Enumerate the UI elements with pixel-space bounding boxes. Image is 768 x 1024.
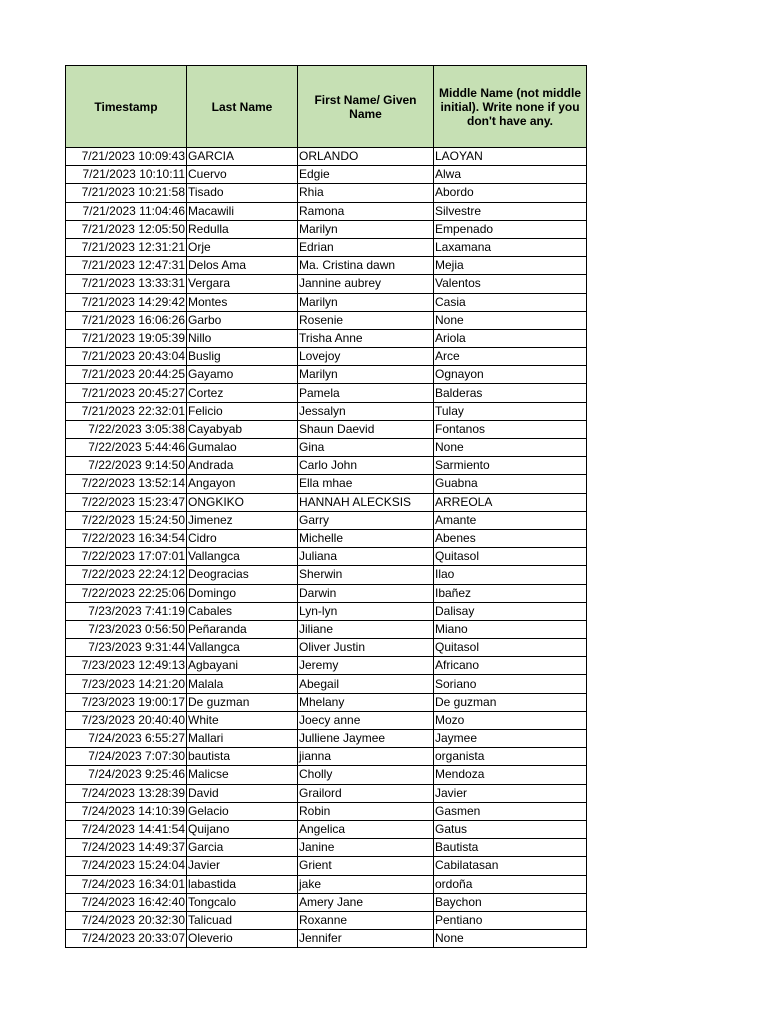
cell-first-name: Lyn-lyn xyxy=(298,602,434,620)
responses-table xyxy=(65,65,587,948)
table-row xyxy=(66,329,587,347)
cell-last-name: Cidro xyxy=(187,529,298,547)
cell-first-name: Pamela xyxy=(298,384,434,402)
cell-timestamp: 7/22/2023 3:05:38 xyxy=(66,420,187,438)
cell-timestamp: 7/22/2023 15:23:47 xyxy=(66,493,187,511)
cell-timestamp: 7/21/2023 19:05:39 xyxy=(66,329,187,347)
table-row xyxy=(66,148,587,166)
header-last-name: Last Name xyxy=(187,66,298,148)
cell-middle-name: Tulay xyxy=(434,402,587,420)
cell-middle-name: Pentiano xyxy=(434,911,587,929)
table-row xyxy=(66,348,587,366)
cell-timestamp: 7/22/2023 13:52:14 xyxy=(66,475,187,493)
cell-middle-name: Africano xyxy=(434,657,587,675)
cell-last-name: Cayabyab xyxy=(187,420,298,438)
cell-timestamp: 7/21/2023 22:32:01 xyxy=(66,402,187,420)
cell-middle-name: None xyxy=(434,311,587,329)
cell-middle-name: Fontanos xyxy=(434,420,587,438)
table-row xyxy=(66,511,587,529)
cell-last-name: labastida xyxy=(187,875,298,893)
table-row xyxy=(66,366,587,384)
cell-first-name: Grailord xyxy=(298,784,434,802)
cell-first-name: Ma. Cristina dawn xyxy=(298,257,434,275)
cell-first-name: Jeremy xyxy=(298,657,434,675)
cell-last-name: Vallangca xyxy=(187,639,298,657)
cell-middle-name: ARREOLA xyxy=(434,493,587,511)
table-row xyxy=(66,730,587,748)
table-row xyxy=(66,493,587,511)
table-row xyxy=(66,529,587,547)
cell-timestamp: 7/24/2023 14:41:54 xyxy=(66,820,187,838)
table-row xyxy=(66,893,587,911)
cell-first-name: Shaun Daevid xyxy=(298,420,434,438)
cell-last-name: Orje xyxy=(187,238,298,256)
cell-timestamp: 7/24/2023 16:42:40 xyxy=(66,893,187,911)
table-row xyxy=(66,402,587,420)
table-row xyxy=(66,766,587,784)
cell-timestamp: 7/21/2023 10:10:11 xyxy=(66,166,187,184)
cell-first-name: HANNAH ALECKSIS xyxy=(298,493,434,511)
table-row xyxy=(66,257,587,275)
cell-last-name: Cuervo xyxy=(187,166,298,184)
table-row xyxy=(66,675,587,693)
cell-first-name: Rosenie xyxy=(298,311,434,329)
table-row xyxy=(66,584,587,602)
cell-timestamp: 7/21/2023 13:33:31 xyxy=(66,275,187,293)
cell-last-name: Tisado xyxy=(187,184,298,202)
cell-timestamp: 7/21/2023 10:21:58 xyxy=(66,184,187,202)
cell-last-name: Garbo xyxy=(187,311,298,329)
header-first-name: First Name/ Given Name xyxy=(298,66,434,148)
cell-last-name: Vallangca xyxy=(187,548,298,566)
cell-timestamp: 7/24/2023 9:25:46 xyxy=(66,766,187,784)
cell-first-name: Grient xyxy=(298,857,434,875)
cell-first-name: Angelica xyxy=(298,820,434,838)
cell-middle-name: Jaymee xyxy=(434,730,587,748)
cell-middle-name: Quitasol xyxy=(434,639,587,657)
table-row xyxy=(66,693,587,711)
cell-timestamp: 7/22/2023 5:44:46 xyxy=(66,439,187,457)
table-row xyxy=(66,420,587,438)
table-row xyxy=(66,275,587,293)
table-row xyxy=(66,711,587,729)
cell-last-name: Felicio xyxy=(187,402,298,420)
table-row xyxy=(66,802,587,820)
cell-first-name: Garry xyxy=(298,511,434,529)
cell-first-name: Michelle xyxy=(298,529,434,547)
cell-first-name: Trisha Anne xyxy=(298,329,434,347)
cell-timestamp: 7/21/2023 12:31:21 xyxy=(66,238,187,256)
cell-middle-name: Silvestre xyxy=(434,202,587,220)
cell-middle-name: Bautista xyxy=(434,839,587,857)
table-row xyxy=(66,475,587,493)
cell-last-name: Montes xyxy=(187,293,298,311)
cell-timestamp: 7/21/2023 20:43:04 xyxy=(66,348,187,366)
table-row xyxy=(66,911,587,929)
cell-first-name: Robin xyxy=(298,802,434,820)
table-row xyxy=(66,202,587,220)
table-row xyxy=(66,220,587,238)
cell-middle-name: Mejia xyxy=(434,257,587,275)
cell-last-name: Deogracias xyxy=(187,566,298,584)
cell-middle-name: None xyxy=(434,439,587,457)
cell-middle-name: Cabilatasan xyxy=(434,857,587,875)
cell-last-name: Tongcalo xyxy=(187,893,298,911)
cell-middle-name: Baychon xyxy=(434,893,587,911)
cell-middle-name: Laxamana xyxy=(434,238,587,256)
cell-last-name: Gumalao xyxy=(187,439,298,457)
cell-timestamp: 7/22/2023 15:24:50 xyxy=(66,511,187,529)
cell-timestamp: 7/21/2023 16:06:26 xyxy=(66,311,187,329)
cell-middle-name: Javier xyxy=(434,784,587,802)
cell-last-name: GARCIA xyxy=(187,148,298,166)
cell-first-name: Juliana xyxy=(298,548,434,566)
cell-middle-name: Empenado xyxy=(434,220,587,238)
cell-timestamp: 7/21/2023 11:04:46 xyxy=(66,202,187,220)
table-row xyxy=(66,384,587,402)
cell-timestamp: 7/24/2023 20:33:07 xyxy=(66,930,187,948)
cell-first-name: Oliver Justin xyxy=(298,639,434,657)
cell-first-name: Sherwin xyxy=(298,566,434,584)
table-body xyxy=(66,148,587,948)
cell-timestamp: 7/24/2023 14:49:37 xyxy=(66,839,187,857)
cell-first-name: Abegail xyxy=(298,675,434,693)
cell-last-name: Cortez xyxy=(187,384,298,402)
cell-first-name: Joecy anne xyxy=(298,711,434,729)
cell-timestamp: 7/22/2023 16:34:54 xyxy=(66,529,187,547)
cell-timestamp: 7/21/2023 20:44:25 xyxy=(66,366,187,384)
cell-timestamp: 7/23/2023 14:21:20 xyxy=(66,675,187,693)
cell-timestamp: 7/24/2023 14:10:39 xyxy=(66,802,187,820)
table-row xyxy=(66,238,587,256)
cell-timestamp: 7/24/2023 6:55:27 xyxy=(66,730,187,748)
cell-last-name: Andrada xyxy=(187,457,298,475)
cell-first-name: Darwin xyxy=(298,584,434,602)
cell-middle-name: Quitasol xyxy=(434,548,587,566)
cell-middle-name: Ibañez xyxy=(434,584,587,602)
table-row xyxy=(66,839,587,857)
cell-first-name: Jiliane xyxy=(298,620,434,638)
table-row xyxy=(66,875,587,893)
cell-middle-name: Soriano xyxy=(434,675,587,693)
cell-middle-name: Gatus xyxy=(434,820,587,838)
cell-first-name: Carlo John xyxy=(298,457,434,475)
cell-last-name: Gayamo xyxy=(187,366,298,384)
cell-timestamp: 7/23/2023 9:31:44 xyxy=(66,639,187,657)
cell-first-name: Rhia xyxy=(298,184,434,202)
cell-last-name: Peñaranda xyxy=(187,620,298,638)
cell-timestamp: 7/22/2023 17:07:01 xyxy=(66,548,187,566)
cell-middle-name: Abordo xyxy=(434,184,587,202)
cell-first-name: Amery Jane xyxy=(298,893,434,911)
table-row xyxy=(66,602,587,620)
cell-first-name: jianna xyxy=(298,748,434,766)
cell-last-name: Buslig xyxy=(187,348,298,366)
cell-middle-name: Ilao xyxy=(434,566,587,584)
cell-middle-name: Guabna xyxy=(434,475,587,493)
cell-timestamp: 7/23/2023 0:56:50 xyxy=(66,620,187,638)
cell-last-name: Javier xyxy=(187,857,298,875)
table-row xyxy=(66,930,587,948)
cell-last-name: Mallari xyxy=(187,730,298,748)
table-row xyxy=(66,457,587,475)
cell-timestamp: 7/23/2023 19:00:17 xyxy=(66,693,187,711)
cell-first-name: Janine xyxy=(298,839,434,857)
cell-middle-name: Alwa xyxy=(434,166,587,184)
header-row xyxy=(66,66,587,148)
cell-middle-name: Balderas xyxy=(434,384,587,402)
cell-middle-name: Ognayon xyxy=(434,366,587,384)
table-row xyxy=(66,748,587,766)
header-middle-name: Middle Name (not middle initial). Write none if you don't have any. xyxy=(434,66,587,148)
cell-middle-name: organista xyxy=(434,748,587,766)
cell-middle-name: Ariola xyxy=(434,329,587,347)
cell-first-name: Cholly xyxy=(298,766,434,784)
table-row xyxy=(66,820,587,838)
cell-first-name: jake xyxy=(298,875,434,893)
cell-first-name: Marilyn xyxy=(298,366,434,384)
cell-first-name: Marilyn xyxy=(298,220,434,238)
cell-timestamp: 7/21/2023 20:45:27 xyxy=(66,384,187,402)
cell-timestamp: 7/23/2023 7:41:19 xyxy=(66,602,187,620)
cell-first-name: Edgie xyxy=(298,166,434,184)
cell-last-name: De guzman xyxy=(187,693,298,711)
table-row xyxy=(66,548,587,566)
table-row xyxy=(66,620,587,638)
cell-first-name: Julliene Jaymee xyxy=(298,730,434,748)
cell-last-name: ONGKIKO xyxy=(187,493,298,511)
cell-last-name: Cabales xyxy=(187,602,298,620)
cell-middle-name: Mozo xyxy=(434,711,587,729)
cell-last-name: Redulla xyxy=(187,220,298,238)
table-row xyxy=(66,439,587,457)
table-row xyxy=(66,657,587,675)
cell-last-name: Domingo xyxy=(187,584,298,602)
cell-last-name: Agbayani xyxy=(187,657,298,675)
table-row xyxy=(66,784,587,802)
cell-first-name: Jennifer xyxy=(298,930,434,948)
header-timestamp: Timestamp xyxy=(66,66,187,148)
cell-middle-name: Arce xyxy=(434,348,587,366)
cell-last-name: Oleverio xyxy=(187,930,298,948)
cell-first-name: Lovejoy xyxy=(298,348,434,366)
cell-first-name: ORLANDO xyxy=(298,148,434,166)
table-row xyxy=(66,857,587,875)
cell-timestamp: 7/21/2023 12:47:31 xyxy=(66,257,187,275)
cell-timestamp: 7/24/2023 16:34:01 xyxy=(66,875,187,893)
table-row xyxy=(66,566,587,584)
table-row xyxy=(66,311,587,329)
cell-timestamp: 7/23/2023 20:40:40 xyxy=(66,711,187,729)
cell-first-name: Mhelany xyxy=(298,693,434,711)
table-header xyxy=(66,66,587,148)
cell-timestamp: 7/21/2023 10:09:43 xyxy=(66,148,187,166)
cell-timestamp: 7/24/2023 13:28:39 xyxy=(66,784,187,802)
cell-timestamp: 7/24/2023 7:07:30 xyxy=(66,748,187,766)
cell-timestamp: 7/22/2023 9:14:50 xyxy=(66,457,187,475)
cell-middle-name: Abenes xyxy=(434,529,587,547)
cell-timestamp: 7/21/2023 14:29:42 xyxy=(66,293,187,311)
table-row xyxy=(66,639,587,657)
table-row xyxy=(66,293,587,311)
cell-middle-name: Miano xyxy=(434,620,587,638)
cell-last-name: White xyxy=(187,711,298,729)
cell-first-name: Ella mhae xyxy=(298,475,434,493)
cell-middle-name: Mendoza xyxy=(434,766,587,784)
cell-timestamp: 7/23/2023 12:49:13 xyxy=(66,657,187,675)
cell-last-name: Garcia xyxy=(187,839,298,857)
cell-last-name: Jimenez xyxy=(187,511,298,529)
cell-last-name: Malala xyxy=(187,675,298,693)
table-row xyxy=(66,184,587,202)
cell-middle-name: Casia xyxy=(434,293,587,311)
cell-middle-name: Gasmen xyxy=(434,802,587,820)
cell-last-name: Talicuad xyxy=(187,911,298,929)
cell-first-name: Ramona xyxy=(298,202,434,220)
cell-middle-name: Dalisay xyxy=(434,602,587,620)
cell-timestamp: 7/22/2023 22:24:12 xyxy=(66,566,187,584)
cell-last-name: Vergara xyxy=(187,275,298,293)
cell-timestamp: 7/21/2023 12:05:50 xyxy=(66,220,187,238)
cell-middle-name: Valentos xyxy=(434,275,587,293)
cell-first-name: Gina xyxy=(298,439,434,457)
cell-last-name: Angayon xyxy=(187,475,298,493)
cell-last-name: David xyxy=(187,784,298,802)
cell-last-name: Macawili xyxy=(187,202,298,220)
cell-timestamp: 7/24/2023 15:24:04 xyxy=(66,857,187,875)
cell-timestamp: 7/24/2023 20:32:30 xyxy=(66,911,187,929)
cell-timestamp: 7/22/2023 22:25:06 xyxy=(66,584,187,602)
cell-first-name: Edrian xyxy=(298,238,434,256)
cell-last-name: Delos Ama xyxy=(187,257,298,275)
cell-first-name: Jannine aubrey xyxy=(298,275,434,293)
cell-last-name: Gelacio xyxy=(187,802,298,820)
cell-middle-name: Sarmiento xyxy=(434,457,587,475)
cell-first-name: Marilyn xyxy=(298,293,434,311)
cell-last-name: Malicse xyxy=(187,766,298,784)
cell-last-name: bautista xyxy=(187,748,298,766)
cell-middle-name: None xyxy=(434,930,587,948)
cell-middle-name: De guzman xyxy=(434,693,587,711)
cell-first-name: Roxanne xyxy=(298,911,434,929)
table-row xyxy=(66,166,587,184)
cell-middle-name: LAOYAN xyxy=(434,148,587,166)
cell-first-name: Jessalyn xyxy=(298,402,434,420)
cell-middle-name: ordoña xyxy=(434,875,587,893)
cell-last-name: Quijano xyxy=(187,820,298,838)
cell-last-name: Nillo xyxy=(187,329,298,347)
cell-middle-name: Amante xyxy=(434,511,587,529)
